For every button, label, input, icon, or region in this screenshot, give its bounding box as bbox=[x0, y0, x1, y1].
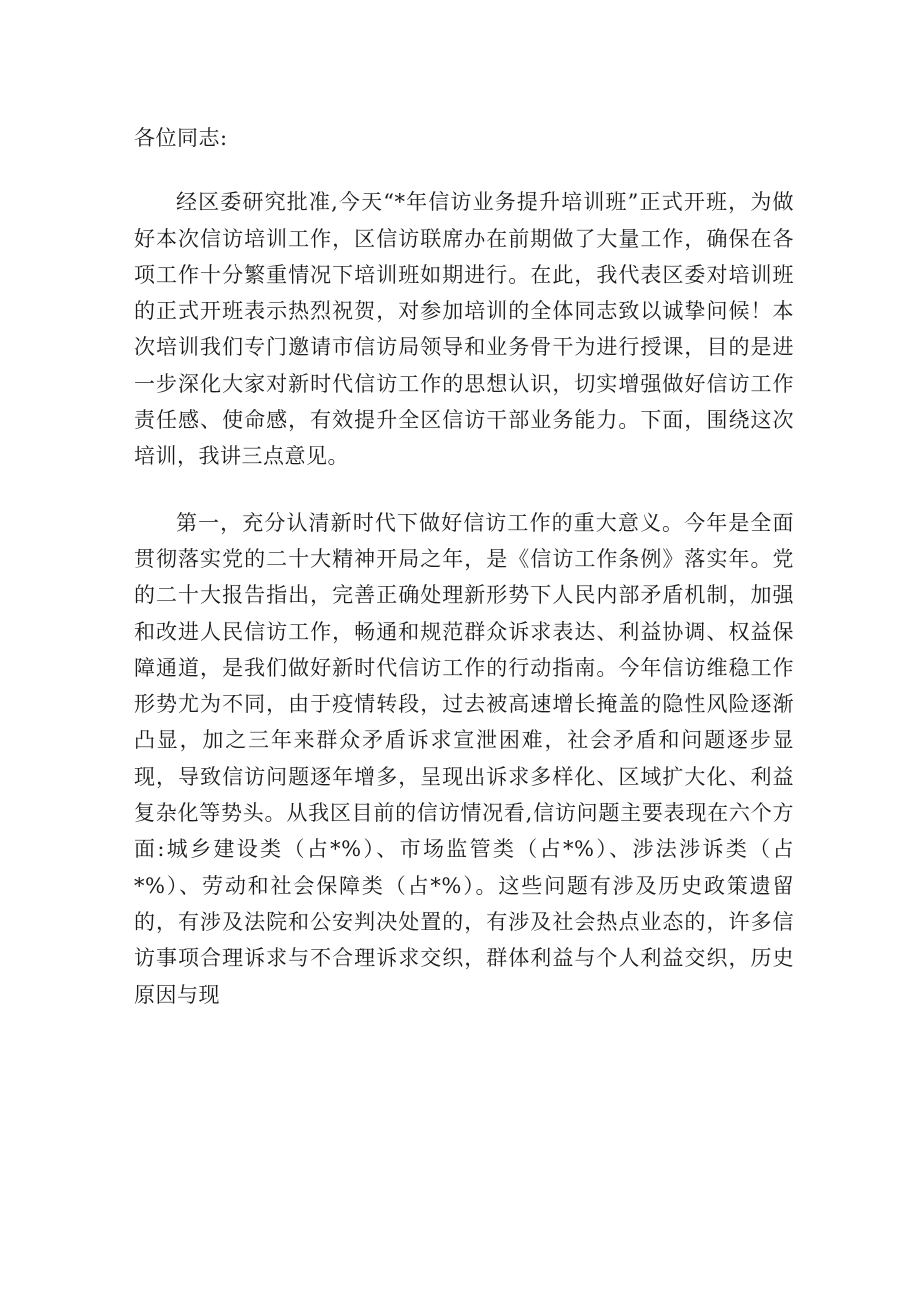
salutation: 各位同志: bbox=[134, 126, 228, 150]
document-body bbox=[134, 120, 794, 1013]
paragraph-first-point: 第一，充分认清新时代下做好信访工作的重大意义。今年是全面贯彻落实党的二十大精神开局之年，是《信访工作条例》落实年。党的二十大报告指出，完善正确处理新形势下人民内部矛盾机制，加强和改进人民信访工作，畅通和规范群众诉求表达、利益协调、权益保障通道，是我们做好新时代信访工作的行动指南。今年信访维稳工作形势尤为不同，由于疫情转段，过去被高速增长掩盖的隐性风险逐渐凸显，加之三年来群众矛盾诉求宣泄困难，社会矛盾和问题逐步显现，导致信访问题逐年增多，呈现出诉求多样化、区域扩大化、利益复杂化等势头。从我区目前的信访情况看,信访问题主要表现在六个方面:城乡建设类（占*%）、市场监管类（占*%）、涉法涉诉类（占*%）、劳动和社会保障类（占*%）。这些问题有涉及历史政策遗留的，有涉及法院和公安判决处置的，有涉及社会热点业态的，许多信访事项合理诉求与不合理诉求交织，群体利益与个人利益交织，历史原因与现 bbox=[134, 510, 794, 1007]
paragraph-opening: 经区委研究批准,今天“*年信访业务提升培训班”正式开班，为做好本次信访培训工作，区信访联席办在前期做了大量工作，确保在各项工作十分繁重情况下培训班如期进行。在此，我代表区委对培训班的正式开班表示热烈祝贺，对参加培训的全体同志致以诚挚问候！本次培训我们专门邀请市信访局领导和业务骨干为进行授课，目的是进一步深化大家对新时代信访工作的思想认识，切实增强做好信访工作责任感、使命感，有效提升全区信访干部业务能力。下面，围绕这次培训，我讲三点意见。 bbox=[134, 190, 794, 469]
